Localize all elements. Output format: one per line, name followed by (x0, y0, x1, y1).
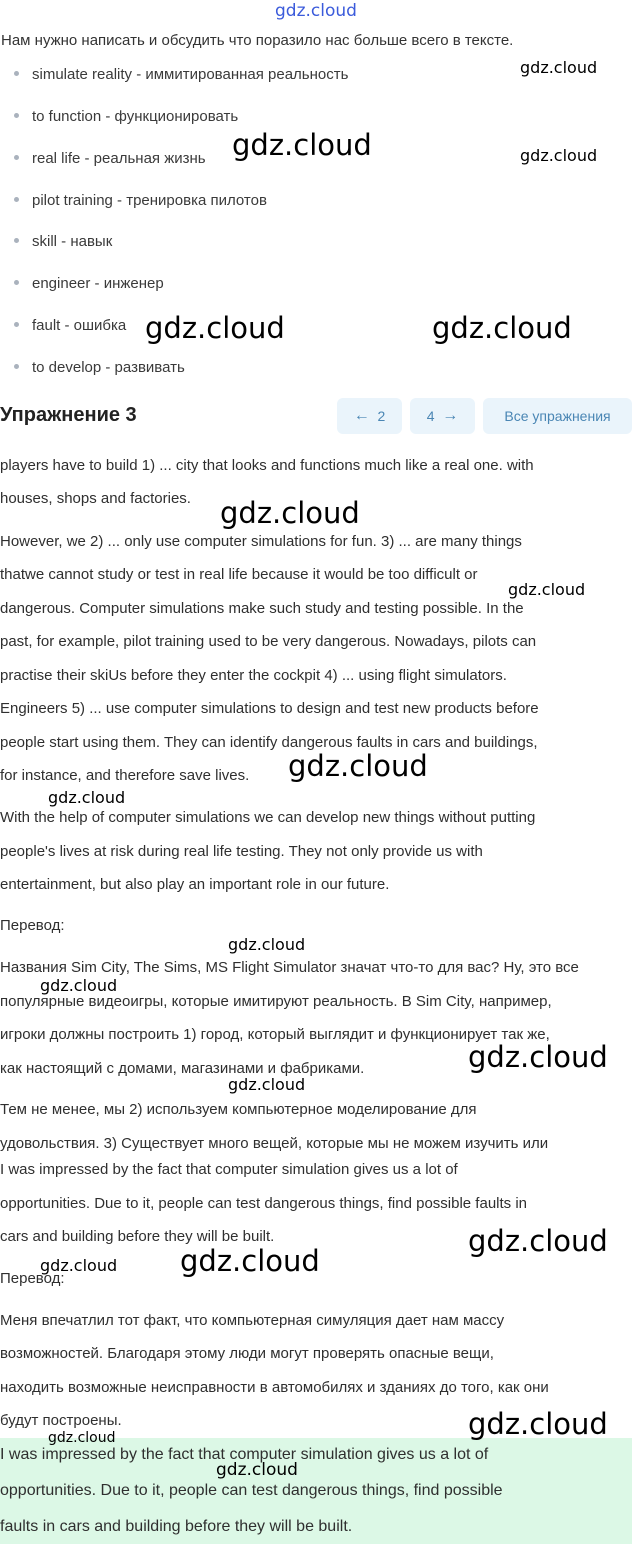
watermark: gdz.cloud (228, 1075, 306, 1094)
watermark: gdz.cloud (48, 1430, 116, 1446)
text-line: With the help of computer simulations we can develop new things without putting (0, 809, 536, 826)
text-line: people start using them. They can identify dangerous faults in cars and buildings, (0, 734, 538, 751)
all-exercises-button[interactable] (483, 398, 632, 434)
translation-heading: Перевод: (0, 1270, 65, 1287)
vocab-text: real life - реальная жизнь (32, 150, 206, 167)
watermark: gdz.cloud (432, 311, 572, 345)
vocab-text: pilot training - тренировка пилотов (32, 192, 267, 209)
list-item (14, 233, 112, 250)
watermark: gdz.cloud (520, 58, 598, 77)
text-line: I was impressed by the fact that computer simulation gives us a lot of (0, 1161, 458, 1178)
list-item (14, 275, 164, 292)
answer-line: opportunities. Due to it, people can test dangerous things, find possible (0, 1482, 503, 1499)
all-exercises-label: Все упражнения (504, 408, 611, 424)
translation-heading: Перевод: (0, 917, 65, 934)
answer-line: faults in cars and building before they will be built. (0, 1518, 353, 1535)
text-line: players have to build 1) ... city that looks and functions much like a real one. with (0, 457, 534, 474)
text-line: возможностей. Благодаря этому люди могут проверять опасные вещи, (0, 1345, 494, 1362)
text-line: как настоящий с домами, магазинами и фабриками. (0, 1060, 365, 1077)
bullet-icon (14, 280, 19, 285)
watermark: gdz.cloud (288, 749, 428, 783)
vocab-text: fault - ошибка (32, 317, 127, 334)
watermark: gdz.cloud (228, 935, 306, 954)
text-line: past, for example, pilot training used to be very dangerous. Nowadays, pilots can (0, 633, 537, 650)
bullet-icon (14, 71, 19, 76)
watermark: gdz.cloud (468, 1407, 608, 1441)
watermark: gdz.cloud (48, 788, 126, 807)
text-line: houses, shops and factories. (0, 490, 191, 507)
bullet-icon (14, 155, 19, 160)
prev-exercise-label: 2 (377, 408, 386, 424)
text-line: entertainment, but also play an important role in our future. (0, 876, 390, 893)
text-line: people's lives at risk during real life testing. They not only provide us with (0, 843, 483, 860)
next-exercise-label: 4 (426, 408, 435, 424)
list-item (14, 150, 206, 167)
bullet-icon (14, 364, 19, 369)
bullet-icon (14, 322, 19, 327)
vocab-text: skill - навык (32, 233, 113, 250)
text-line: Тем не менее, мы 2) используем компьютерное моделирование для (0, 1101, 477, 1118)
watermark: gdz.cloud (40, 1256, 118, 1275)
list-item (14, 66, 348, 83)
text-line: игроки должны построить 1) город, который выглядит и функционирует так же, (0, 1026, 550, 1043)
list-item (14, 359, 185, 376)
text-line: opportunities. Due to it, people can test dangerous things, find possible faults in (0, 1195, 527, 1212)
exercise-title: Упражнение 3 (0, 404, 137, 426)
list-item (14, 108, 238, 125)
text-line: Engineers 5) ... use computer simulations to design and test new products before (0, 700, 539, 717)
watermark: gdz.cloud (220, 496, 360, 530)
next-exercise-button[interactable] (410, 398, 475, 434)
prev-exercise-button[interactable] (337, 398, 402, 434)
vocab-text: to develop - развивать (32, 359, 185, 376)
bullet-icon (14, 113, 19, 118)
watermark: gdz.cloud (40, 976, 118, 995)
watermark: gdz.cloud (468, 1040, 608, 1074)
text-line: practise their skiUs before they enter the cockpit 4) ... using flight simulators. (0, 667, 507, 684)
vocab-text: engineer - инженер (32, 275, 164, 292)
text-line: However, we 2) ... only use computer simulations for fun. 3) ... are many things (0, 533, 522, 550)
watermark: gdz.cloud (216, 1460, 298, 1480)
list-item (14, 317, 126, 334)
text-line: популярные видеоигры, которые имитируют реальность. В Sim City, например, (0, 993, 552, 1010)
text-line: dangerous. Computer simulations make such study and testing possible. In the (0, 600, 524, 617)
answer-line: I was impressed by the fact that computer simulation gives us a lot of (0, 1446, 489, 1463)
watermark: gdz.cloud (232, 128, 372, 162)
text-line: Меня впечатлил тот факт, что компьютерная симуляция дает нам массу (0, 1312, 505, 1329)
list-item (14, 192, 267, 209)
vocab-text: simulate reality - иммитированная реальность (32, 66, 349, 83)
watermark: gdz.cloud (508, 580, 586, 599)
text-line: Названия Sim City, The Sims, MS Flight Simulator значат что-то для вас? Ну, это все (0, 959, 579, 976)
text-line: находить возможные неисправности в автомобилях и зданиях до того, как они (0, 1379, 549, 1396)
text-line: будут построены. (0, 1412, 122, 1429)
watermark: gdz.cloud (180, 1244, 320, 1278)
intro-text: Нам нужно написать и обсудить что поразило нас больше всего в тексте. (1, 32, 514, 49)
text-line: удовольствия. 3) Существует много вещей, которые мы не можем изучить или (0, 1135, 549, 1152)
watermark: gdz.cloud (145, 311, 285, 345)
arrow-left-icon: ← (353, 407, 370, 424)
text-line: for instance, and therefore save lives. (0, 767, 250, 784)
arrow-right-icon: → (442, 407, 459, 424)
bullet-icon (14, 197, 19, 202)
site-name[interactable]: gdz.cloud (275, 1, 357, 21)
text-line: thatwe cannot study or test in real life because it would be too difficult or (0, 566, 478, 583)
text-line: cars and building before they will be built. (0, 1228, 275, 1245)
watermark: gdz.cloud (468, 1224, 608, 1258)
vocab-text: to function - функционировать (32, 108, 239, 125)
bullet-icon (14, 238, 19, 243)
watermark: gdz.cloud (520, 146, 598, 165)
